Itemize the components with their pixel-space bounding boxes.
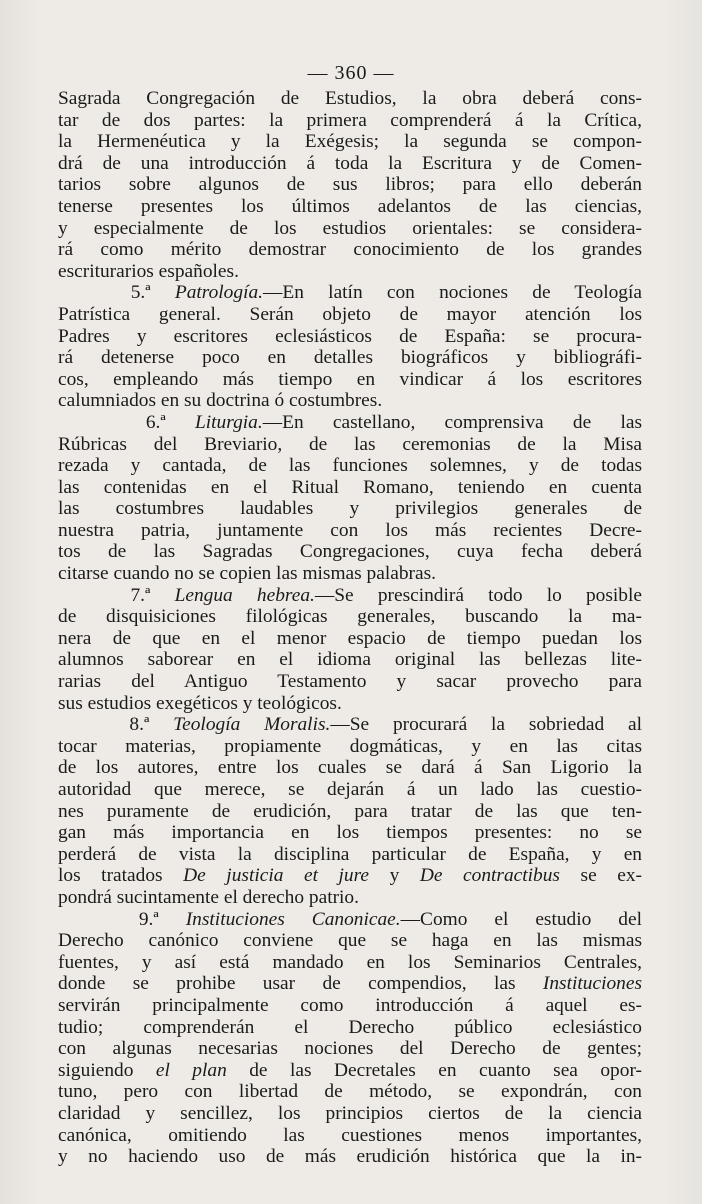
section-title: Liturgia. xyxy=(195,411,263,433)
text-line-with-italics xyxy=(58,973,642,995)
text-line: de los autores, entre los cuales se dará á San Ligorio la xyxy=(58,757,642,779)
text-line: citarse cuando no se copien las mismas palabras. xyxy=(58,563,436,585)
text-line: tos de las Sagradas Congregaciones, cuya fecha deberá xyxy=(58,541,642,563)
text-line: alumnos saborear en el idioma original las bellezas lite- xyxy=(58,649,642,671)
section-8-heading-line xyxy=(58,714,642,736)
section-title: Instituciones Canonicae. xyxy=(185,908,401,930)
text-line: Rúbricas del Breviario, de las ceremonias de la Misa xyxy=(58,433,642,455)
text-line: de disquisiciones filológicas generales, buscando la ma- xyxy=(58,606,642,628)
text-line: canónica, omitiendo las cuestiones menos importantes, xyxy=(58,1124,642,1146)
text-run: —Se prescindirá todo lo posible xyxy=(314,584,642,606)
text-line: las contenidas en el Ritual Romano, teniendo en cuenta xyxy=(58,476,642,498)
latin-title: De justicia et jure xyxy=(183,865,370,887)
text-run: siguiendo xyxy=(58,1059,156,1081)
text-run: —En castellano, comprensiva de las xyxy=(262,411,643,433)
text-line: las costumbres laudables y privilegios generales de xyxy=(58,498,642,520)
section-number: 7.ª xyxy=(130,584,151,606)
text-line: gan más importancia en los tiempos presentes: no se xyxy=(58,822,642,844)
text-line: claridad y sencillez, los principios ciertos de la ciencia xyxy=(58,1102,642,1124)
text-line: tenerse presentes los últimos adelantos de las ciencias, xyxy=(58,195,642,217)
text-line-with-italics xyxy=(58,865,642,887)
text-line: Patrística general. Serán objeto de mayor atención los xyxy=(58,303,642,325)
section-number: 5.ª xyxy=(130,282,151,304)
text-line: y especialmente de los estudios orientales: se considera- xyxy=(58,217,642,239)
text-line: calumniados en su doctrina ó costumbres. xyxy=(58,390,383,412)
section-title: Teología Moralis. xyxy=(173,714,331,736)
text-line: escriturarios españoles. xyxy=(58,260,239,282)
text-run: los tratados xyxy=(58,865,184,887)
text-line: y no haciendo uso de más erudición histórica que la in- xyxy=(58,1146,642,1168)
text-line: tudio; comprenderán el Derecho público eclesiástico xyxy=(58,1016,642,1038)
text-run: se ex- xyxy=(559,865,642,887)
text-line: perderá de vista la disciplina particular de España, y en xyxy=(58,843,642,865)
section-number: 8.ª xyxy=(129,714,150,736)
text-line: tar de dos partes: la primera comprenderá á la Crítica, xyxy=(58,109,642,131)
text-run: —En latín con nociones de Teología xyxy=(263,282,642,304)
text-line: tuno, pero con libertad de método, se expondrán, con xyxy=(58,1081,642,1103)
text-line: tocar materias, propiamente dogmáticas, y en las citas xyxy=(58,735,642,757)
section-6-heading-line xyxy=(58,412,642,434)
text-run: de las Decretales en cuanto sea opor- xyxy=(226,1059,642,1081)
section-5-heading-line xyxy=(58,282,642,304)
section-title: Patrología. xyxy=(174,282,264,304)
text-line: nuestra patria, juntamente con los más recientes Decre- xyxy=(58,519,642,541)
text-run: —Se procurará la sobriedad al xyxy=(330,714,642,736)
text-run: y xyxy=(369,865,420,887)
text-line: rá detenerse poco en detalles biográficos y bibliográfi- xyxy=(58,347,642,369)
text-line: con algunas necesarias nociones del Derecho de gentes; xyxy=(58,1038,642,1060)
text-line: rarias del Antiguo Testamento y sacar provecho para xyxy=(58,671,642,693)
italic-term: Instituciones xyxy=(542,973,642,995)
text-line: nera de que en el menor espacio de tiempo puedan los xyxy=(58,627,642,649)
latin-title: De contractibus xyxy=(419,865,560,887)
text-line: Sagrada Congregación de Estudios, la obra deberá cons- xyxy=(58,88,642,109)
text-line: cos, empleando más tiempo en vindicar á los escritores xyxy=(58,368,642,390)
text-line: pondrá sucintamente el derecho patrio. xyxy=(58,886,359,908)
text-line: nes puramente de erudición, para tratar de las que ten- xyxy=(58,800,642,822)
text-line-with-italics xyxy=(58,1060,642,1082)
section-title: Lengua hebrea. xyxy=(174,584,315,606)
text-line: Derecho canónico conviene que se haga en las mismas xyxy=(58,930,642,952)
text-line: drá de una introducción á toda la Escritura y de Comen- xyxy=(58,152,642,174)
text-line: autoridad que merece, se dejarán á un lado las cuestio- xyxy=(58,779,642,800)
text-run: donde se prohibe usar de compendios, las xyxy=(58,973,543,995)
section-9-heading-line xyxy=(58,909,642,931)
text-line: servirán principalmente como introducción á aquel es- xyxy=(58,994,642,1016)
section-number: 9.ª xyxy=(138,908,159,930)
text-run: —Como el estudio del xyxy=(400,908,642,930)
text-line: sus estudios exegéticos y teológicos. xyxy=(58,692,342,714)
text-line: rezada y cantada, de las funciones solemnes, y de todas xyxy=(58,455,642,477)
section-7-heading-line xyxy=(58,585,642,607)
text-line: fuentes, y así está mandado en los Seminarios Centrales, xyxy=(58,951,642,973)
page-text xyxy=(58,88,642,1168)
text-line: la Hermenéutica y la Exégesis; la segunda se compon- xyxy=(58,131,642,153)
text-line: rá como mérito demostrar conocimiento de los grandes xyxy=(58,239,642,261)
text-line: tarios sobre algunos de sus libros; para ello deberán xyxy=(58,174,642,196)
text-line: Padres y escritores eclesiásticos de España: se procura- xyxy=(58,325,642,347)
page-number: — 360 — xyxy=(307,62,395,84)
section-number: 6.ª xyxy=(145,411,166,433)
italic-term: el plan xyxy=(155,1059,227,1081)
